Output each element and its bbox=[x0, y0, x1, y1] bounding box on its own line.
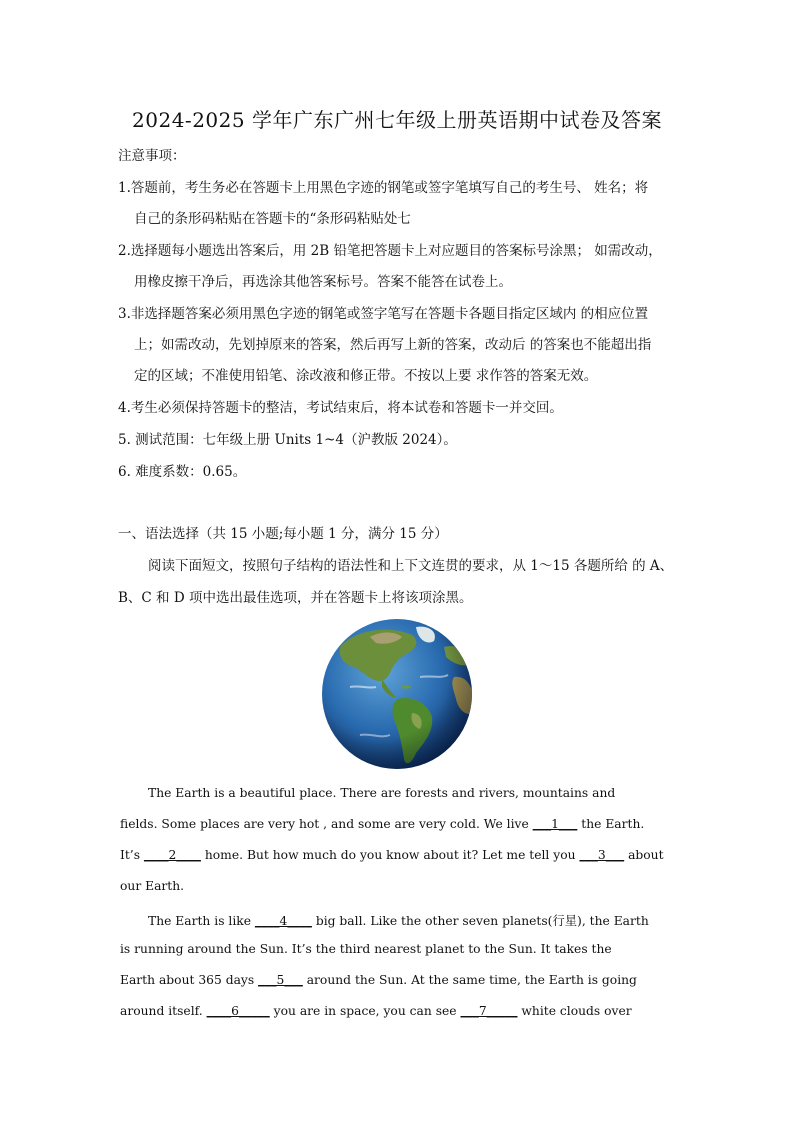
passage-text: about bbox=[624, 848, 664, 862]
passage-text: fields. Some places are very hot , and some are very cold. We live bbox=[120, 817, 533, 831]
note-4-line-1: 4.考生必须保持答题卡的整洁，考试结束后，将本试卷和答题卡一并交回。 bbox=[118, 400, 563, 416]
note-2-line-2: 用橡皮擦干净后，再选涂其他答案标号。答案不能答在试卷上。 bbox=[134, 274, 512, 290]
answer-blank-6: ____6_____ bbox=[206, 1004, 270, 1018]
passage-p2-line-1 bbox=[148, 911, 649, 929]
passage-p1-line-2 bbox=[120, 817, 644, 831]
note-3-line-1: 3.非选择题答案必须用黑色字迹的钢笔或签字笔写在答题卡各题目指定区域内 的相应位置 bbox=[118, 306, 649, 322]
section-instruction-line-2: B、C 和 D 项中选出最佳选项，并在答题卡上将该项涂黑。 bbox=[118, 590, 473, 606]
passage-p1-line-4 bbox=[120, 879, 184, 893]
passage-text: the Earth. bbox=[577, 817, 645, 831]
passage-text: around the Sun. At the same time, the Earth is going bbox=[302, 973, 637, 987]
passage-text: It’s bbox=[120, 848, 144, 862]
note-2-line-1: 2.选择题每小题选出答案后，用 2B 铅笔把答题卡上对应题目的答案标号涂黑； 如需改动， bbox=[118, 243, 662, 259]
passage-text: Earth about 365 days bbox=[120, 973, 259, 987]
section-heading: 一、语法选择（共 15 小题;每小题 1 分，满分 15 分） bbox=[118, 526, 448, 542]
note-1-line-2: 自己的条形码粘贴在答题卡的“条形码粘贴处七 bbox=[134, 211, 411, 227]
note-6-line-1: 6. 难度系数：0.65。 bbox=[118, 464, 247, 480]
earth-globe-icon bbox=[320, 617, 474, 771]
answer-blank-2: ____2____ bbox=[143, 848, 201, 862]
passage-text: big ball. Like the other seven planets(行星), the Earth bbox=[311, 914, 649, 928]
passage-p2-line-4 bbox=[120, 1004, 632, 1018]
answer-blank-1: ___1___ bbox=[532, 817, 578, 831]
answer-blank-7: ___7_____ bbox=[460, 1004, 518, 1018]
notes-heading: 注意事项： bbox=[118, 148, 186, 164]
passage-text: home. But how much do you know about it? Let me tell you bbox=[200, 848, 580, 862]
note-5-line-1: 5. 测试范围：七年级上册 Units 1~4（沪教版 2024）。 bbox=[118, 432, 457, 448]
answer-blank-3: ___3___ bbox=[579, 848, 625, 862]
passage-p1-line-3 bbox=[120, 848, 664, 862]
passage-text: The Earth is like bbox=[148, 914, 255, 928]
note-3-line-2: 上；如需改动，先划掉原来的答案，然后再写上新的答案，改动后 的答案也不能超出指 bbox=[134, 337, 652, 353]
note-3-line-3: 定的区域；不准使用铅笔、涂改液和修正带。不按以上要 求作答的答案无效。 bbox=[134, 368, 598, 384]
passage-text: our Earth. bbox=[120, 879, 185, 893]
passage-text: The Earth is a beautiful place. There are forests and rivers, mountains and bbox=[148, 786, 616, 800]
section-instruction-line-1: 阅读下面短文，按照句子结构的语法性和上下文连贯的要求，从 1～15 各题所给 的 A、 bbox=[148, 558, 674, 574]
answer-blank-4: ____4____ bbox=[254, 914, 312, 928]
answer-blank-5: ___5___ bbox=[258, 973, 303, 987]
passage-p2-line-3 bbox=[120, 973, 637, 987]
page-title: 2024-2025 学年广东广州七年级上册英语期中试卷及答案 bbox=[132, 108, 662, 132]
passage-p2-line-2 bbox=[120, 942, 612, 956]
passage-p1-line-1 bbox=[148, 786, 615, 800]
passage-text: white clouds over bbox=[517, 1004, 632, 1018]
passage-text: around itself. bbox=[120, 1004, 207, 1018]
note-1-line-1: 1.答题前，考生务必在答题卡上用黑色字迹的钢笔或签字笔填写自己的考生号、 姓名；将 bbox=[118, 180, 649, 196]
passage-text: is running around the Sun. It’s the third nearest planet to the Sun. It takes the bbox=[120, 942, 612, 956]
passage-text: you are in space, you can see bbox=[269, 1004, 461, 1018]
